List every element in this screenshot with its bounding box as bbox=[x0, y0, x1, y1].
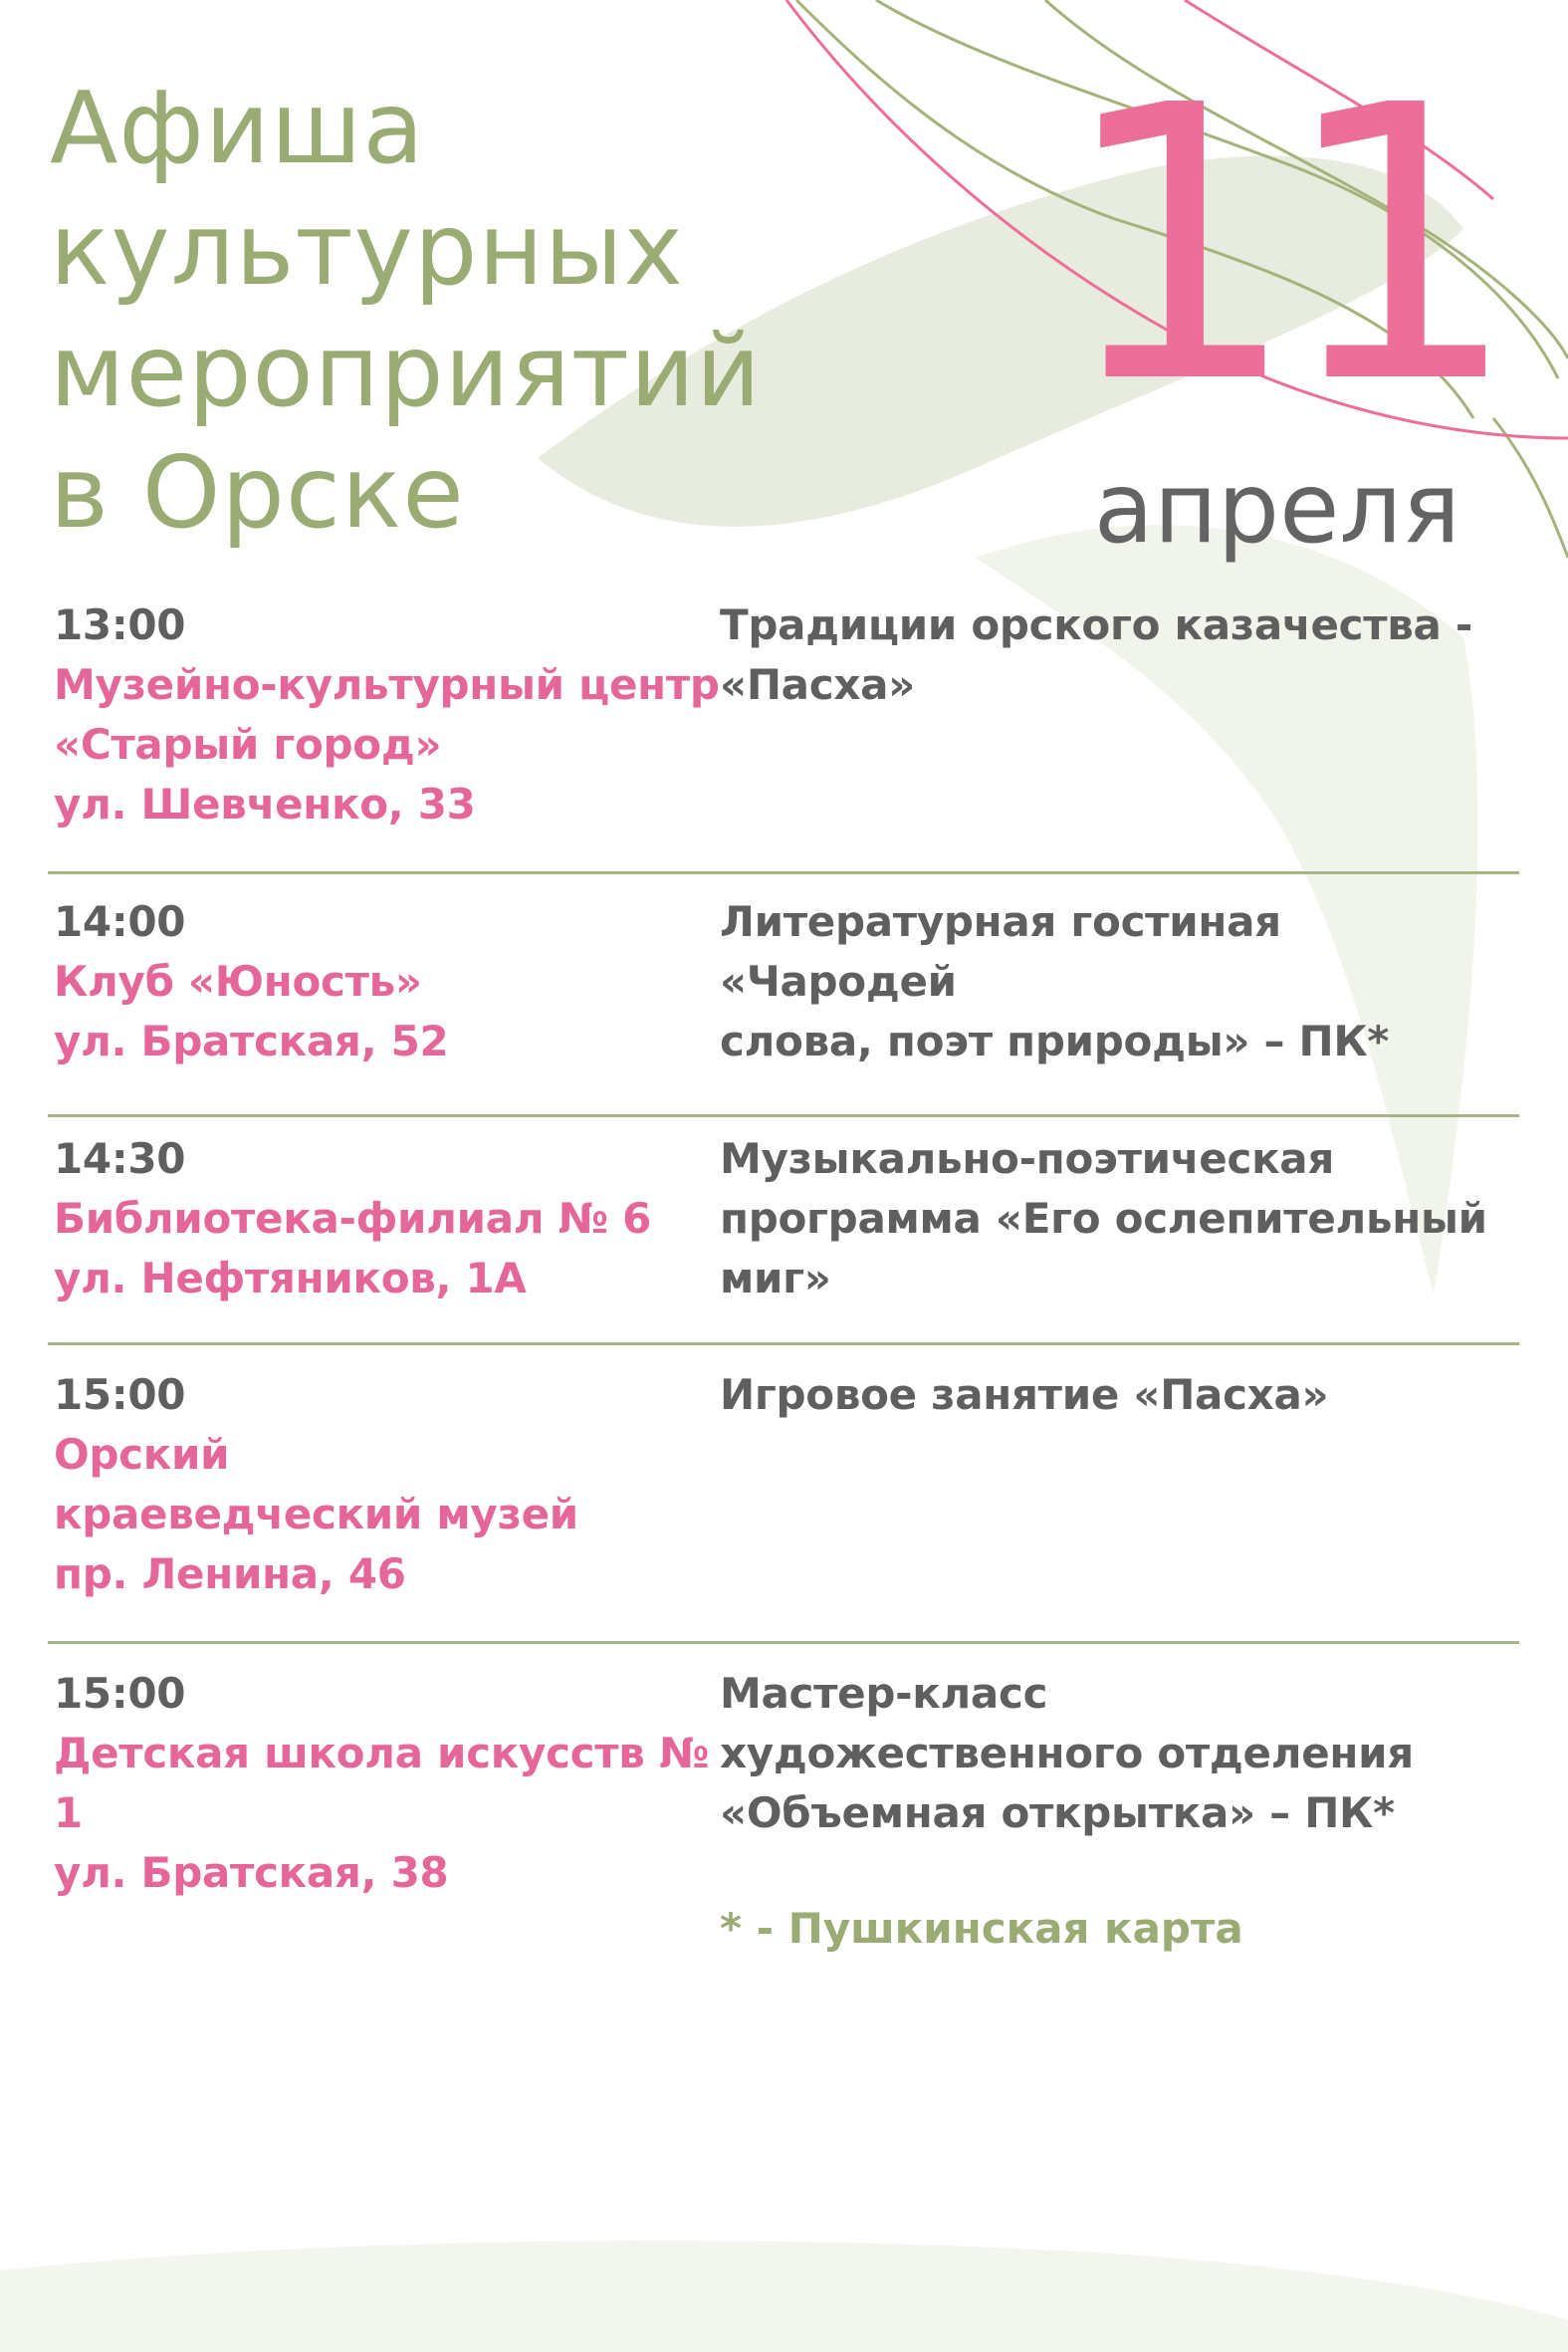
title-line: мероприятий bbox=[50, 313, 762, 429]
event-row bbox=[48, 1117, 1519, 1345]
event-row bbox=[48, 1644, 1519, 1959]
green-brush-stroke bbox=[0, 2240, 1568, 2352]
event-venue-info bbox=[48, 595, 720, 871]
event-venue: Орский bbox=[54, 1430, 230, 1479]
poster-title bbox=[50, 68, 1045, 554]
event-description-line: «Объемная открытка» – ПК* bbox=[720, 1788, 1395, 1837]
event-row bbox=[48, 874, 1519, 1117]
event-venue: краеведческий музей bbox=[54, 1490, 578, 1538]
event-venue-info bbox=[48, 892, 720, 1114]
event-venue-info bbox=[48, 1664, 720, 1959]
event-description bbox=[720, 1365, 1519, 1641]
date-day: 11 bbox=[1058, 25, 1500, 466]
event-description bbox=[720, 1664, 1519, 1959]
event-description-line: программа «Его ослепительный bbox=[720, 1194, 1487, 1243]
event-description-line: Литературная гостиная «Чародей bbox=[720, 897, 1281, 1006]
event-list bbox=[48, 588, 1519, 1959]
event-address: ул. Братская, 38 bbox=[54, 1848, 449, 1897]
event-row bbox=[48, 588, 1519, 874]
title-line: Афиша культурных bbox=[50, 70, 684, 308]
event-description bbox=[720, 1129, 1519, 1342]
event-description-line: Традиции орского казачества - bbox=[720, 600, 1473, 649]
event-description-line: миг» bbox=[720, 1254, 831, 1302]
event-time: 15:00 bbox=[54, 1669, 186, 1718]
event-description-line: художественного отделения bbox=[720, 1729, 1414, 1777]
title-line: в Орске bbox=[50, 434, 465, 551]
event-time: 14:30 bbox=[54, 1134, 186, 1183]
event-venue-info bbox=[48, 1365, 720, 1641]
event-description bbox=[720, 595, 1519, 871]
event-time: 13:00 bbox=[54, 600, 186, 649]
event-address: пр. Ленина, 46 bbox=[54, 1549, 406, 1598]
event-venue: Клуб «Юность» bbox=[54, 957, 422, 1006]
event-venue: «Старый город» bbox=[54, 720, 442, 769]
event-address: ул. Шевченко, 33 bbox=[54, 780, 476, 828]
event-description-line: слова, поэт природы» – ПК* bbox=[720, 1017, 1390, 1065]
event-time: 15:00 bbox=[54, 1370, 186, 1419]
event-venue-info bbox=[48, 1129, 720, 1342]
event-description-line: Игровое занятие «Пасха» bbox=[720, 1370, 1329, 1419]
event-description-line: «Пасха» bbox=[720, 660, 915, 709]
event-time: 14:00 bbox=[54, 897, 186, 946]
pushkin-card-footnote: * - Пушкинская карта bbox=[720, 1904, 1243, 1953]
event-address: ул. Нефтяников, 1А bbox=[54, 1254, 527, 1302]
event-address: ул. Братская, 52 bbox=[54, 1017, 449, 1065]
event-venue: Детская школа искусств № 1 bbox=[54, 1729, 710, 1837]
date-month: апреля bbox=[1093, 452, 1460, 566]
event-description bbox=[720, 892, 1519, 1114]
event-venue: Библиотека-филиал № 6 bbox=[54, 1194, 652, 1243]
event-row bbox=[48, 1345, 1519, 1644]
event-description-line: Мастер-класс bbox=[720, 1669, 1048, 1718]
event-venue: Музейно-культурный центр bbox=[54, 660, 720, 709]
event-description-line: Музыкально-поэтическая bbox=[720, 1134, 1335, 1183]
